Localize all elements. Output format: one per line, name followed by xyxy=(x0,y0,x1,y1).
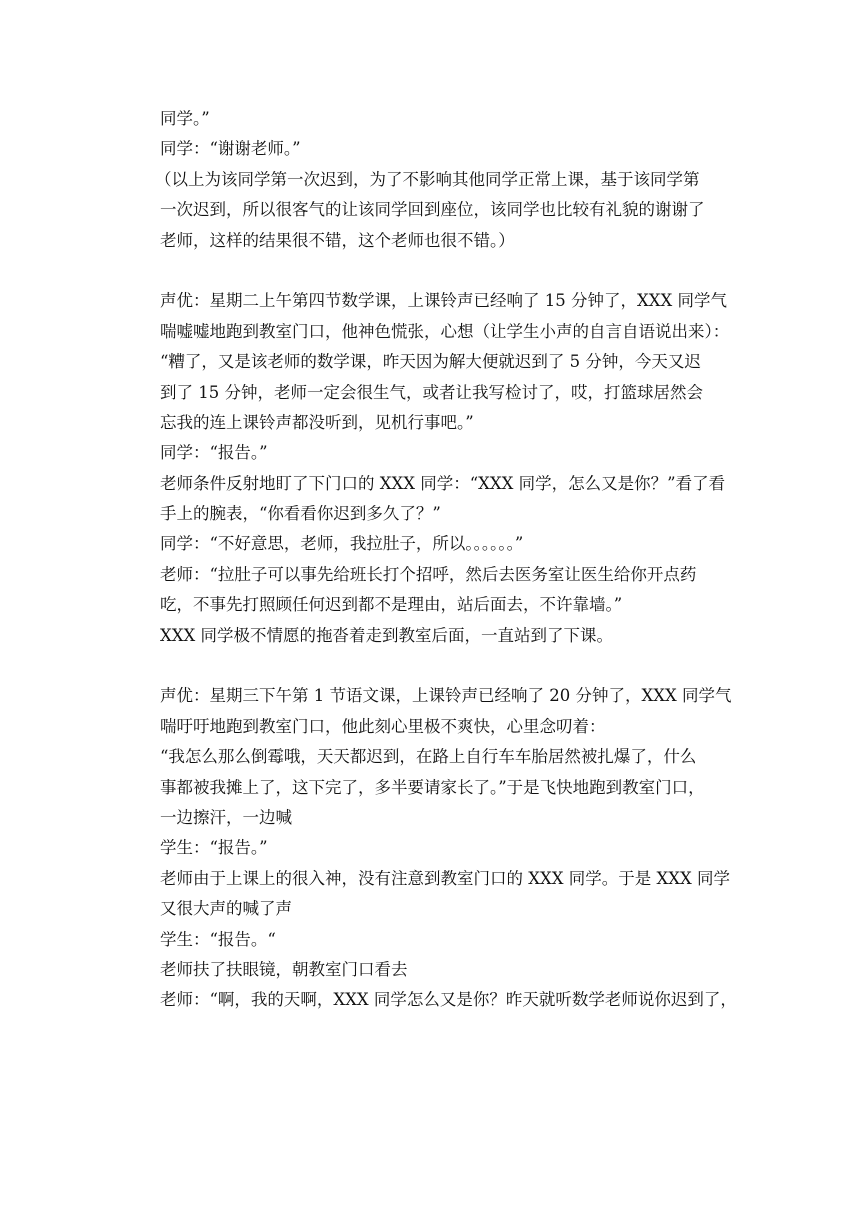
text-line: 到了 15 分钟，老师一定会很生气，或者让我写检讨了，哎，打篮球居然会 xyxy=(160,382,703,402)
text-line: 吃，不事先打照顾任何迟到都不是理由，站后面去，不许靠墙。” xyxy=(160,595,623,615)
text-line: 喘嘘嘘地跑到教室门口，他神色慌张，心想（让学生小声的自言自语说出来）： xyxy=(160,321,730,341)
text-line: 老师，这样的结果很不错，这个老师也很不错。） xyxy=(160,230,515,250)
text-line: 老师：“拉肚子可以事先给班长打个招呼，然后去医务室让医生给你开点药 xyxy=(160,564,697,584)
text-line: 同学：“谢谢老师。” xyxy=(160,139,301,159)
text-line: 喘吁吁地跑到教室门口，他此刻心里极不爽快，心里念叨着： xyxy=(160,716,606,736)
text-line: 又很大声的喊了声 xyxy=(160,899,292,919)
text-line: 事都被我摊上了，这下完了，多半要请家长了。”于是飞快地跑到教室门口， xyxy=(160,777,705,797)
text-line: “我怎么那么倒霉哦，天天都迟到，在路上自行车车胎居然被扎爆了，什么 xyxy=(160,747,697,767)
text-line: “糟了，又是该老师的数学课，昨天因为解大便就迟到了 5 分钟，今天又迟 xyxy=(160,352,701,372)
text-line: 老师扶了扶眼镜，朝教室门口看去 xyxy=(160,959,408,979)
text-line: 老师条件反射地盯了下门口的 XXX 同学：“XXX 同学，怎么又是你？”看了看 xyxy=(160,473,726,493)
blank-line xyxy=(160,256,740,286)
document-body xyxy=(155,104,740,1016)
text-line: 同学：“报告。” xyxy=(160,443,268,463)
blank-line xyxy=(160,651,740,681)
text-line: 同学。” xyxy=(160,109,210,128)
text-line: XXX 同学极不情愿的拖沓着走到教室后面，一直站到了下课。 xyxy=(160,625,613,645)
text-line: 忘我的连上课铃声都没听到，见机行事吧。” xyxy=(160,412,474,432)
text-line: 学生：“报告。” xyxy=(160,838,268,858)
text-line: 老师由于上课上的很入神，没有注意到教室门口的 XXX 同学。于是 XXX 同学 xyxy=(160,868,730,888)
text-line: 声优：星期二上午第四节数学课，上课铃声已经响了 15 分钟了，XXX 同学气 xyxy=(160,291,727,311)
text-line: 一次迟到，所以很客气的让该同学回到座位，该同学也比较有礼貌的谢谢了 xyxy=(160,200,705,220)
text-line: 同学：“不好意思，老师，我拉肚子，所以。。。。。。” xyxy=(160,534,524,554)
text-line: 声优：星期三下午第 1 节语文课，上课铃声已经响了 20 分钟了，XXX 同学气 xyxy=(160,686,732,706)
text-line: （以上为该同学第一次迟到，为了不影响其他同学正常上课，基于该同学第 xyxy=(155,169,700,189)
text-line: 老师：“啊，我的天啊，XXX 同学怎么又是你？昨天就听数学老师说你迟到了， xyxy=(160,990,737,1010)
text-line: 学生：“报告。“ xyxy=(160,929,276,949)
text-line: 手上的腕表，“你看看你迟到多久了？” xyxy=(160,504,441,524)
text-line: 一边擦汗，一边喊 xyxy=(160,807,292,827)
